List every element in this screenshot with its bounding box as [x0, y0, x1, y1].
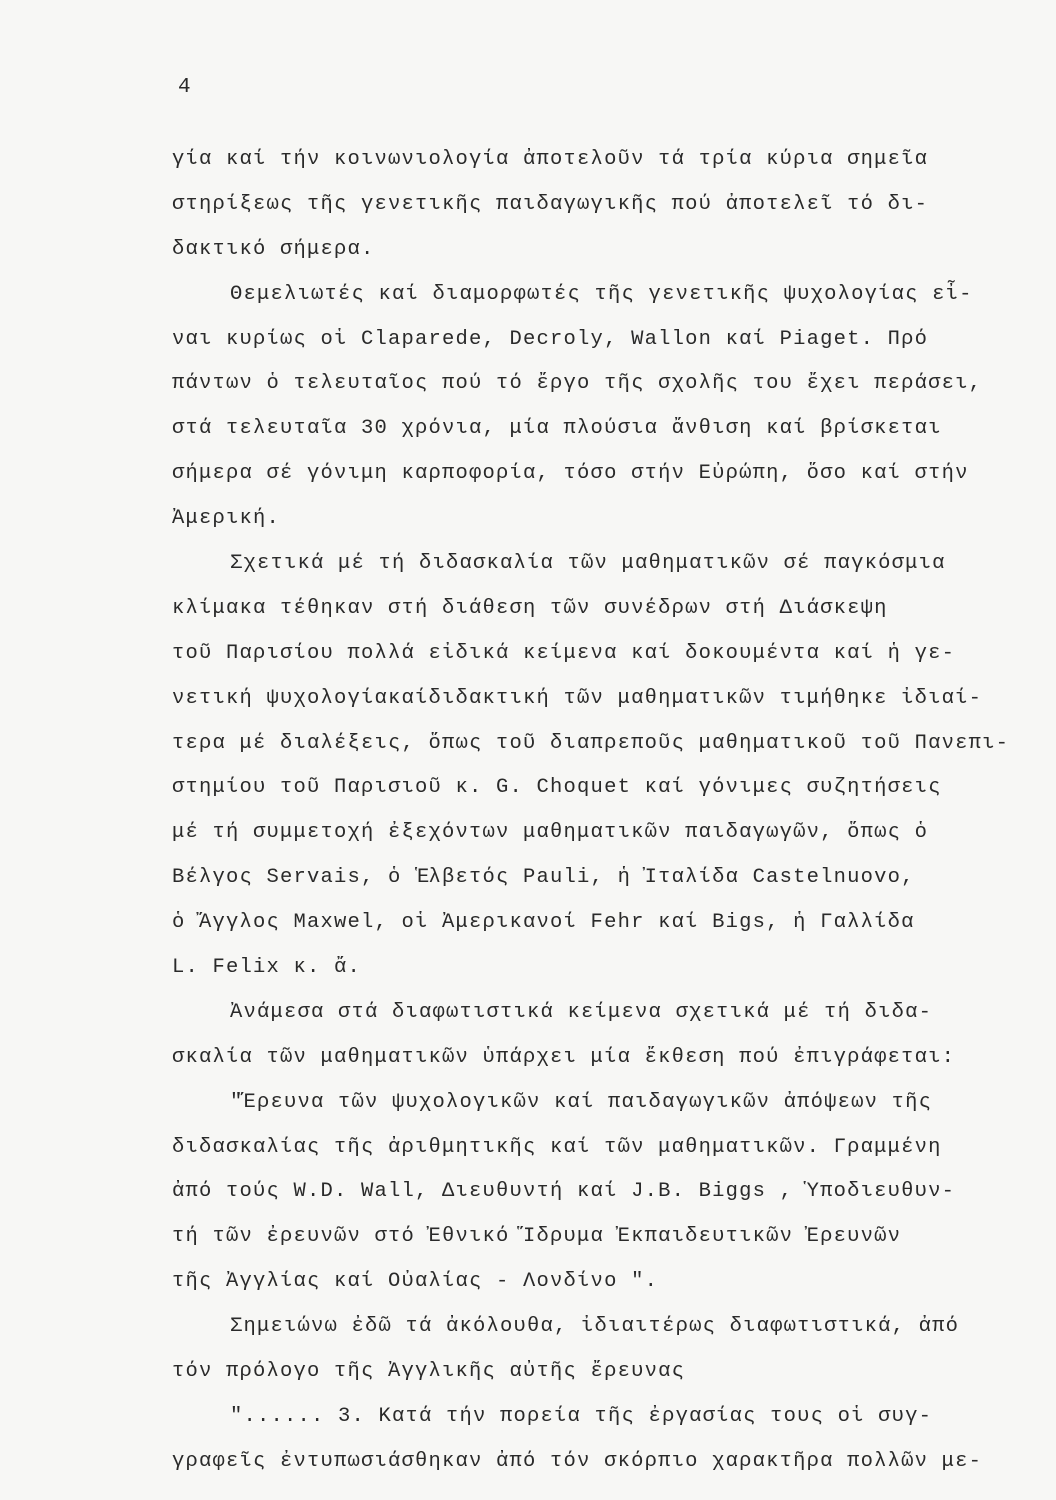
- text-line: "Ἔρευνα τῶν ψυχολογικῶν καί παιδαγωγικῶν ἀπόψεων τῆς: [230, 1090, 933, 1114]
- text-line: διδασκαλίας τῆς ἀριθμητικῆς καί τῶν μαθηματικῶν. Γραμμένη: [172, 1135, 942, 1159]
- text-line: κλίμακα τέθηκαν στή διάθεση τῶν συνέδρων στή Διάσκεψη: [172, 596, 888, 620]
- text-line: πάντων ὁ τελευταῖος πού τό ἔργο τῆς σχολῆς του ἔχει περάσει,: [172, 372, 983, 396]
- text-line: Ἀνάμεσα στά διαφωτιστικά κείμενα σχετικά μέ τή διδα-: [230, 1000, 933, 1024]
- page-number: 4: [178, 76, 192, 99]
- text-line: τερα μέ διαλέξεις, ὅπως τοῦ διαπρεποῦς μαθηματικοῦ τοῦ Πανεπι-: [172, 731, 1010, 755]
- text-line: Σημειώνω ἐδῶ τά ἀκόλουθα, ἰδιαιτέρως διαφωτιστικά, ἀπό: [230, 1315, 960, 1339]
- text-line: ναι κυρίως οἱ Claparede, Decroly, Wallon καί Piaget. Πρό: [172, 327, 929, 351]
- text-line: τῆς Ἀγγλίας καί Οὐαλίας - Λονδίνο ".: [172, 1270, 659, 1294]
- text-line: Σχετικά μέ τή διδασκαλία τῶν μαθηματικῶν σέ παγκόσμια: [230, 552, 946, 576]
- text-line: τοῦ Παρισίου πολλά εἰδικά κείμενα καί δοκουμέντα καί ἡ γε-: [172, 641, 956, 665]
- text-line: γία καί τήν κοινωνιολογία ἀποτελοῦν τά τρία κύρια σημεῖα: [172, 148, 929, 171]
- text-line: Ἀμερική.: [172, 507, 281, 531]
- text-line: τόν πρόλογο τῆς Ἀγγλικῆς αὐτῆς ἔρευνας: [172, 1360, 686, 1384]
- text-line: στηρίξεως τῆς γενετικῆς παιδαγωγικῆς πού ἀποτελεῖ τό δι-: [172, 192, 929, 216]
- text-line: δακτικό σήμερα.: [172, 237, 375, 261]
- text-line: νετική ψυχολογίακαίδιδακτική τῶν μαθηματικῶν τιμήθηκε ἰδιαί-: [172, 686, 983, 710]
- text-line: Θεμελιωτές καί διαμορφωτές τῆς γενετικῆς ψυχολογίας εἶ-: [230, 282, 973, 306]
- text-line: στά τελευταῖα 30 χρόνια, μία πλούσια ἄνθιση καί βρίσκεται: [172, 417, 942, 441]
- text-line: μέ τή συμμετοχή ἐξεχόντων μαθηματικῶν παιδαγωγῶν, ὅπως ὁ: [172, 821, 929, 845]
- text-line: ὁ Ἄγγλος Maxwel, οἱ Ἀμερικανοί Fehr καί Bigs, ἡ Γαλλίδα: [172, 911, 915, 935]
- text-line: γραφεῖς ἐντυπωσιάσθηκαν ἀπό τόν σκόρπιο χαρακτῆρα πολλῶν με-: [172, 1449, 983, 1473]
- text-line: στημίου τοῦ Παρισιοῦ κ. G. Choquet καί γόνιμες συζητήσεις: [172, 776, 942, 800]
- text-line: L. Felix κ. ἄ.: [172, 956, 362, 980]
- text-line: σκαλία τῶν μαθηματικῶν ὑπάρχει μία ἔκθεση πού ἐπιγράφεται:: [172, 1045, 956, 1069]
- text-line: σήμερα σέ γόνιμη καρποφορία, τόσο στήν Εὐρώπη, ὅσο καί στήν: [172, 462, 969, 486]
- text-line: Βέλγος Servais, ὁ Ἑλβετός Pauli, ἡ Ἰταλίδα Castelnuovo,: [172, 866, 915, 890]
- text-line: "...... 3. Κατά τήν πορεία τῆς ἐργασίας τους οἱ συγ-: [230, 1404, 933, 1428]
- text-line: ἀπό τούς W.D. Wall, Διευθυντή καί J.B. Biggs , Ὑποδιευθυν-: [172, 1180, 956, 1204]
- body-text: [172, 138, 1010, 1485]
- text-line: τή τῶν ἐρευνῶν στό Ἐθνικό Ἵδρυμα Ἐκπαιδευτικῶν Ἐρευνῶν: [172, 1225, 902, 1249]
